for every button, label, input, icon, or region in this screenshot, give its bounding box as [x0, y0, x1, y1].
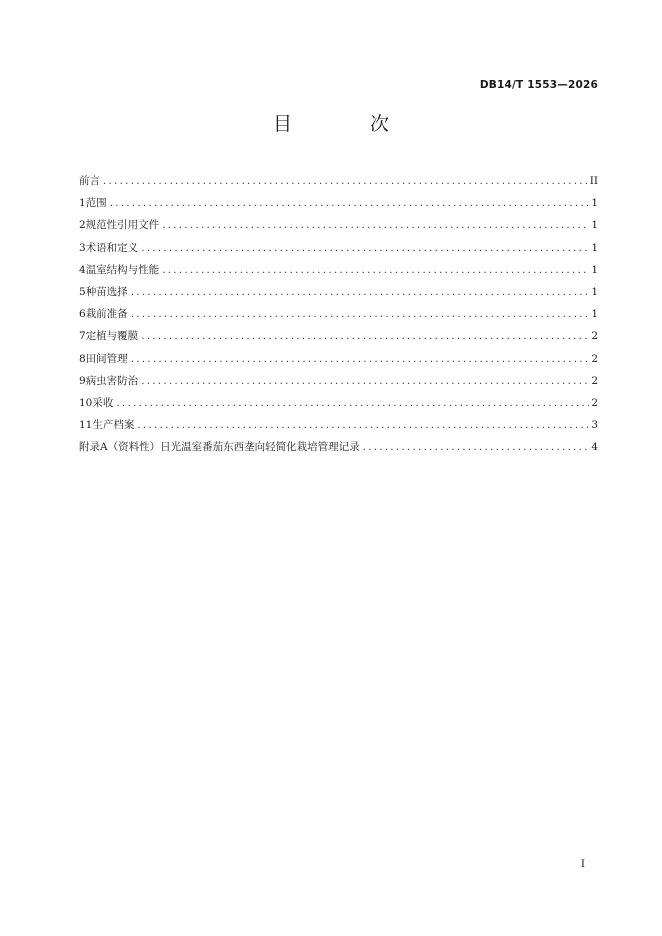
- toc-entry-page: 1: [591, 219, 598, 232]
- toc-dot-leader: [162, 214, 589, 236]
- toc-entry-number: 4: [79, 263, 86, 276]
- toc-entry-page: 2: [591, 330, 598, 343]
- toc-entry-page: 2: [591, 396, 598, 409]
- toc-entry-pre-planting[interactable]: [79, 303, 598, 325]
- toc-entry-field-management[interactable]: [79, 348, 598, 370]
- document-code: DB14/T 1553—2026: [479, 79, 598, 91]
- toc-entry-number: 9: [79, 374, 86, 387]
- toc-entry-label: 田间管理: [85, 352, 128, 365]
- toc-entry-planting-mulching[interactable]: [79, 325, 598, 347]
- toc-entry-number: 7: [79, 330, 86, 343]
- toc-entry-number: 附录A（资料性）: [79, 441, 161, 454]
- toc-entry-production-records[interactable]: [79, 414, 598, 436]
- toc-entry-label: 种苗选择: [85, 285, 128, 298]
- toc-entry-label: 温室结构与性能: [85, 263, 160, 276]
- toc-entry-number: 3: [79, 241, 86, 254]
- toc-dot-leader: [141, 325, 589, 347]
- toc-entry-label: 术语和定义: [85, 241, 139, 254]
- toc-dot-leader: [137, 414, 589, 436]
- toc-entry-number: 2: [79, 219, 86, 232]
- toc-entry-page: 1: [591, 241, 598, 254]
- table-of-contents: [79, 170, 598, 458]
- toc-entry-label: 栽前准备: [85, 308, 128, 321]
- toc-dot-leader: [162, 259, 589, 281]
- toc-entry-normative-references[interactable]: [79, 214, 598, 236]
- toc-entry-number: 5: [79, 285, 86, 298]
- toc-entry-greenhouse-structure[interactable]: [79, 259, 598, 281]
- toc-entry-appendix-a[interactable]: [79, 436, 598, 458]
- toc-entry-page: 1: [591, 285, 598, 298]
- toc-entry-harvest[interactable]: [79, 392, 598, 414]
- toc-dot-leader: [131, 348, 590, 370]
- toc-entry-scope[interactable]: [79, 192, 598, 214]
- toc-entry-page: 2: [591, 374, 598, 387]
- toc-entry-label: 生产档案: [92, 419, 135, 432]
- toc-entry-label: 病虫害防治: [85, 374, 139, 387]
- page-number: I: [580, 858, 585, 870]
- toc-entry-page: 3: [591, 419, 598, 432]
- toc-dot-leader: [141, 237, 589, 259]
- toc-entry-label: 定植与覆膜: [85, 330, 139, 343]
- toc-entry-page: II: [589, 175, 598, 187]
- toc-dot-leader: [116, 392, 589, 414]
- toc-entry-number: 11: [79, 419, 93, 432]
- toc-entry-pest-control[interactable]: [79, 370, 598, 392]
- toc-dot-leader: [110, 192, 590, 214]
- toc-entry-seedling-selection[interactable]: [79, 281, 598, 303]
- toc-entry-label: 日光温室番茄东西垄向轻简化栽培管理记录: [160, 441, 360, 454]
- toc-entry-number: 6: [79, 308, 86, 321]
- toc-dot-leader: [363, 436, 590, 458]
- toc-entry-page: 1: [591, 263, 598, 276]
- toc-entry-terms-definitions[interactable]: [79, 237, 598, 259]
- toc-entry-label: 规范性引用文件: [85, 219, 160, 232]
- toc-dot-leader: [131, 303, 590, 325]
- toc-entry-number: 8: [79, 352, 86, 365]
- toc-entry-label: 采收: [92, 396, 114, 409]
- toc-entry-page: 4: [591, 441, 598, 454]
- toc-entry-page: 1: [591, 308, 598, 321]
- toc-entry-number: 1: [79, 197, 86, 210]
- toc-entry-foreword[interactable]: [79, 170, 598, 192]
- toc-entry-label: 前言: [79, 175, 100, 187]
- toc-title: 目 次: [272, 113, 426, 135]
- toc-dot-leader: [131, 281, 590, 303]
- toc-entry-page: 1: [591, 197, 598, 210]
- toc-entry-page: 2: [591, 352, 598, 365]
- toc-entry-label: 范围: [85, 197, 107, 210]
- toc-entry-number: 10: [79, 396, 93, 409]
- toc-dot-leader: [141, 370, 589, 392]
- toc-dot-leader: [103, 170, 588, 192]
